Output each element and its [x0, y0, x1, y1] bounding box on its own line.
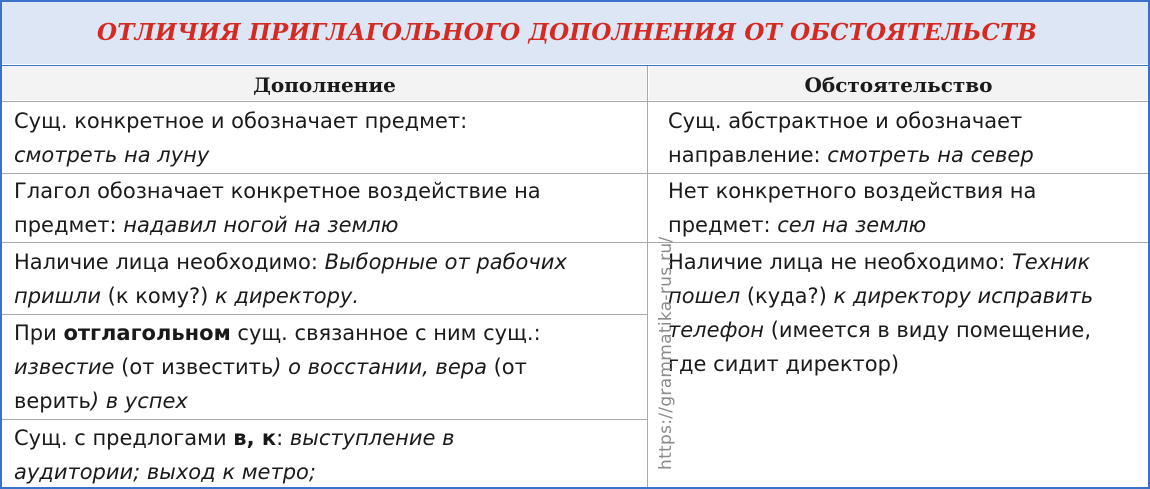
cell-right-row1-line1: Сущ. абстрактное и обозначает	[668, 109, 1023, 133]
cell-left-row2-line2: предмет: надавил ногой на землю	[14, 213, 399, 237]
row-divider	[2, 419, 647, 420]
cell-left-row5-line2: аудитории; выход к метро;	[14, 460, 316, 484]
cell-right-row3-line4: где сидит директор)	[668, 352, 900, 376]
cell-right-row2-line1: Нет конкретного воздействия на	[668, 179, 1037, 203]
cell-right-row3-line1: Наличие лица не необходимо: Техник	[668, 250, 1091, 274]
cell-right-row3-line3: телефон (имеется в виду помещение,	[668, 318, 1092, 342]
cell-right-row1-line2: направление: смотреть на север	[668, 143, 1034, 167]
row-divider	[2, 101, 1148, 102]
row-divider	[2, 242, 1148, 243]
cell-left-row1-line1: Сущ. конкретное и обозначает предмет:	[14, 109, 468, 133]
cell-right-row3-line2: пошел (куда?) к директору исправить	[668, 284, 1094, 308]
cell-right-row2-line2: предмет: сел на землю	[668, 213, 927, 237]
cell-left-row1-line2: смотреть на луну	[14, 143, 210, 167]
cell-left-row5-line1: Сущ. с предлогами в, к: выступление в	[14, 426, 455, 450]
cell-left-row4-line2: известие (от известить) о восстании, вера (от	[14, 355, 527, 379]
column-divider	[647, 66, 648, 487]
row-divider	[2, 314, 647, 315]
page-title: ОТЛИЧИЯ ПРИГЛАГОЛЬНОГО ДОПОЛНЕНИЯ ОТ ОБСТОЯТЕЛЬСТВ	[97, 19, 1037, 46]
cell-left-row3-line1: Наличие лица необходимо: Выборные от рабочих	[14, 250, 567, 274]
cell-left-row4-line3: верить) в успех	[14, 389, 188, 413]
cell-left-row4-line1: При отглагольном сущ. связанное с ним сущ.:	[14, 321, 541, 345]
watermark-url: https://grammatika-rus.ru/	[656, 236, 676, 470]
title-divider	[2, 65, 1148, 66]
header-complement: Дополнение	[2, 66, 647, 100]
cell-left-row2-line1: Глагол обозначает конкретное воздействие на	[14, 179, 541, 203]
title-bar	[2, 2, 1148, 64]
header-adverbial: Обстоятельство	[649, 66, 1148, 100]
cell-left-row3-line2: пришли (к кому?) к директору.	[14, 284, 360, 308]
